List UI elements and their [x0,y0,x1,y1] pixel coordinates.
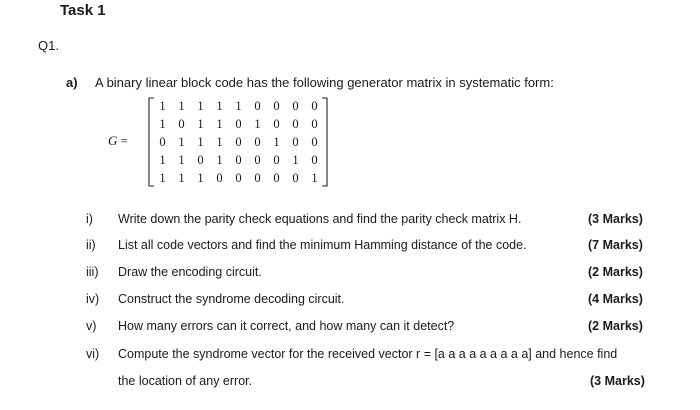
matrix-cell: 0 [273,153,280,167]
matrix-cell: 1 [197,117,204,131]
matrix-cell: 0 [254,171,261,185]
question-item [0,374,700,394]
matrix-cell: 1 [178,135,185,149]
matrix-cell: 1 [159,117,166,131]
question-item [0,319,700,339]
matrix-row [153,133,324,151]
part-a-marker: a) [66,75,78,90]
matrix-cell: 1 [178,153,185,167]
item-marks: (2 Marks) [588,319,643,333]
item-text: How many errors can it correct, and how many can it detect? [118,319,455,333]
matrix-cell: 1 [216,153,223,167]
matrix-cell: 1 [216,117,223,131]
item-text: List all code vectors and find the minimum Hamming distance of the code. [118,238,527,252]
item-number: vi) [86,347,100,361]
item-text: the location of any error. [118,374,253,388]
matrix-cell: 0 [292,117,299,131]
item-marks: (4 Marks) [588,292,643,306]
matrix-cell: 0 [292,135,299,149]
matrix-cell: 1 [311,171,318,185]
matrix-cell: 0 [311,99,318,113]
matrix-row [153,169,324,187]
matrix-cell: 0 [273,117,280,131]
matrix-cell: 1 [273,135,280,149]
matrix-cell: 1 [159,153,166,167]
matrix-cell: 0 [197,153,204,167]
question-item [0,238,700,258]
question-label: Q1. [38,38,59,53]
item-number: ii) [86,238,96,252]
matrix-cell: 1 [178,171,185,185]
item-number: iv) [86,292,100,306]
question-item [0,292,700,312]
matrix-cell: 0 [311,135,318,149]
matrix-row [153,97,324,115]
matrix-cell: 1 [159,171,166,185]
matrix-cell: 0 [292,171,299,185]
matrix-cell: 1 [216,99,223,113]
item-text: Write down the parity check equations and find the parity check matrix H. [118,212,522,226]
matrix-label [108,133,128,149]
item-marks: (3 Marks) [588,212,643,226]
matrix-cell: 0 [216,171,223,185]
item-text: Draw the encoding circuit. [118,265,262,279]
matrix-cell: 0 [235,117,242,131]
matrix-cell: 1 [159,99,166,113]
question-item [0,212,700,232]
item-marks: (2 Marks) [588,265,643,279]
matrix-symbol: G [108,133,118,148]
question-item [0,347,700,367]
item-text: Compute the syndrome vector for the received vector r = [a a a a a a a a a] and hence find [118,347,618,361]
matrix-cell: 0 [254,135,261,149]
generator-matrix [108,97,338,187]
matrix-equals: = [120,133,128,148]
matrix-cell: 1 [216,135,223,149]
matrix-cell: 0 [235,135,242,149]
matrix-cell: 1 [197,171,204,185]
matrix-cell: 0 [292,99,299,113]
item-text: Construct the syndrome decoding circuit. [118,292,345,306]
item-number: i) [86,212,93,226]
item-marks: (7 Marks) [588,238,643,252]
matrix-cell: 0 [178,117,185,131]
matrix-cell: 0 [311,153,318,167]
item-number: iii) [86,265,99,279]
matrix-cell: 0 [254,99,261,113]
item-number: v) [86,319,97,333]
matrix-cell: 0 [254,153,261,167]
matrix-cell: 1 [197,99,204,113]
matrix-cell: 1 [254,117,261,131]
matrix-cell: 0 [235,153,242,167]
part-a-text: A binary linear block code has the following generator matrix in systematic form: [95,75,554,90]
matrix-cell: 1 [235,99,242,113]
matrix-cell: 1 [178,99,185,113]
matrix-row [153,115,324,133]
item-marks: (3 Marks) [590,374,645,388]
matrix-cell: 1 [197,135,204,149]
matrix-grid [148,97,328,187]
task-title: Task 1 [60,2,106,19]
matrix-cell: 0 [159,135,166,149]
question-item [0,265,700,285]
matrix-cell: 1 [292,153,299,167]
matrix-cell: 0 [311,117,318,131]
matrix-row [153,151,324,169]
matrix-cell: 0 [235,171,242,185]
matrix-cell: 0 [273,171,280,185]
matrix-cell: 0 [273,99,280,113]
